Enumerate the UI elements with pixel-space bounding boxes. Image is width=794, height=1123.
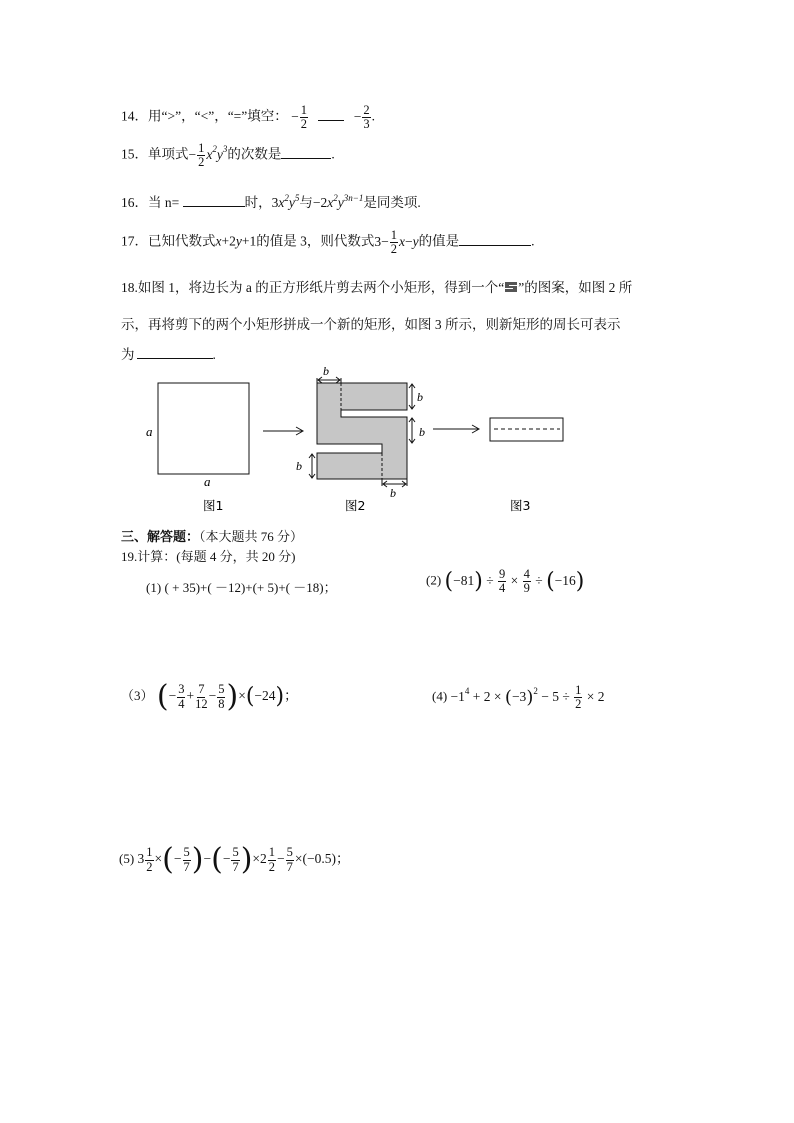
figures-diagram — [140, 360, 580, 520]
problem-3: （3） (− $\frac{3}{4}$ + $\frac{7}{12}$ − $\frac{5}{8}$ )×(−24)； — [121, 679, 298, 714]
term-1: $3x^2y^5$ — [271, 192, 300, 210]
question-number: 15． — [121, 146, 148, 162]
problem-2: (2) (−81) ÷ $\frac{9}{4}$ × $\frac{4}{9}$ ÷ (−16) — [426, 567, 585, 596]
answer-blank[interactable] — [281, 146, 331, 159]
label-a-left: a — [146, 424, 153, 439]
problem-1: (1) ( + 35)+( －12)+(+ 5)+( －18)； — [146, 580, 337, 595]
label-b-left: b — [296, 459, 302, 473]
question-18-line-1: 18.如图 1，将边长为 a 的正方形纸片剪去两个小矩形，得到一个“ ”的图案，如图 2 所 — [121, 280, 633, 295]
question-16: 16．当 n= 时，$3x^2y^5$与$-2x^2y^{3n-1}$是同类项. — [121, 192, 421, 210]
problem-4-expression: $-1^4 + 2 \times (-3)^2 - 5$ ÷ $\frac{1}{2}$ × 2 — [450, 683, 605, 712]
question-19-title: 19.计算：(每题 4 分，共 20 分) — [121, 549, 296, 564]
problem-5: (5) 3 $\frac{1}{2}$ ×(− $\frac{5}{7}$ )−(− $\frac{5}{7}$ )×2 $\frac{1}{2}$ − $\frac{5}{7}$ ×(−0.5)； — [119, 842, 350, 877]
answer-blank[interactable] — [318, 108, 344, 121]
question-number: 17． — [121, 233, 148, 249]
problem-3-expression: (− $\frac{3}{4}$ + $\frac{7}{12}$ − $\frac{5}{8}$ )×(−24) — [156, 679, 285, 714]
problem-5-expression: 3 $\frac{1}{2}$ ×(− $\frac{5}{7}$ )−(− $\frac{5}{7}$ )×2 $\frac{1}{2}$ − $\frac{5}{7}$ ×(−0.5) — [137, 842, 337, 877]
square-figure — [158, 383, 249, 474]
question-14: 14．用“>”，“<”，“=”填空： − $\frac{1}{2}$ − $\frac{2}{3}$ . — [121, 103, 376, 132]
problem-1-expression: ( + 35)+( －12)+(+ 5)+( －18)； — [164, 580, 337, 595]
term-2: $-2x^2y^{3n-1}$ — [312, 192, 364, 210]
monomial-expression: − $\frac{1}{2}$ $x^2y^3$ — [188, 141, 228, 170]
question-text: 用“>”，“<”，“=”填空： — [148, 108, 288, 124]
expression-2: 3− $\frac{1}{2}$ x−y — [374, 228, 419, 257]
section-title: 三、解答题： — [121, 529, 200, 544]
label-b-right-1: b — [417, 390, 423, 404]
section-heading: 三、解答题：（本大题共 76 分） — [121, 529, 304, 544]
question-17: 17．已知代数式x+2y+1的值是 3，则代数式3− $\frac{1}{2}$ x−y的值是 . — [121, 228, 535, 257]
question-15: 15．单项式− $\frac{1}{2}$ $x^2y^3$的次数是 . — [121, 141, 335, 170]
figure-1-caption: 图1 — [203, 498, 224, 513]
s-shape-figure — [317, 383, 407, 479]
expression-1: x+2y+1 — [215, 233, 257, 249]
label-b-bottom: b — [390, 486, 396, 500]
question-18-line-3: 为 . — [121, 347, 216, 362]
answer-blank[interactable] — [459, 233, 531, 246]
problem-2-expression: (−81) ÷ $\frac{9}{4}$ × $\frac{4}{9}$ ÷ (−16) — [444, 567, 585, 596]
label-b-top: b — [323, 364, 329, 378]
problem-4: $(4) -1^4 + 2 \times (-3)^2 - 5$ ÷ $\frac{1}{2}$ × 2 — [432, 683, 605, 712]
question-number: 16． — [121, 195, 148, 210]
answer-blank[interactable] — [137, 346, 213, 359]
fraction-expression-left: − $\frac{1}{2}$ — [291, 103, 308, 132]
fraction-expression-right: − $\frac{2}{3}$ — [353, 103, 370, 132]
label-b-right-2: b — [419, 425, 425, 439]
label-a-bottom: a — [204, 474, 211, 489]
question-number: 14． — [121, 108, 148, 124]
figure-3-caption: 图3 — [510, 498, 531, 513]
figure-2-caption: 图2 — [345, 498, 366, 513]
answer-blank[interactable] — [183, 194, 245, 207]
s-shape-icon — [504, 281, 518, 297]
question-18-line-2: 示，再将剪下的两个小矩形拼成一个新的矩形，如图 3 所示，则新矩形的周长可表示 — [121, 317, 621, 332]
